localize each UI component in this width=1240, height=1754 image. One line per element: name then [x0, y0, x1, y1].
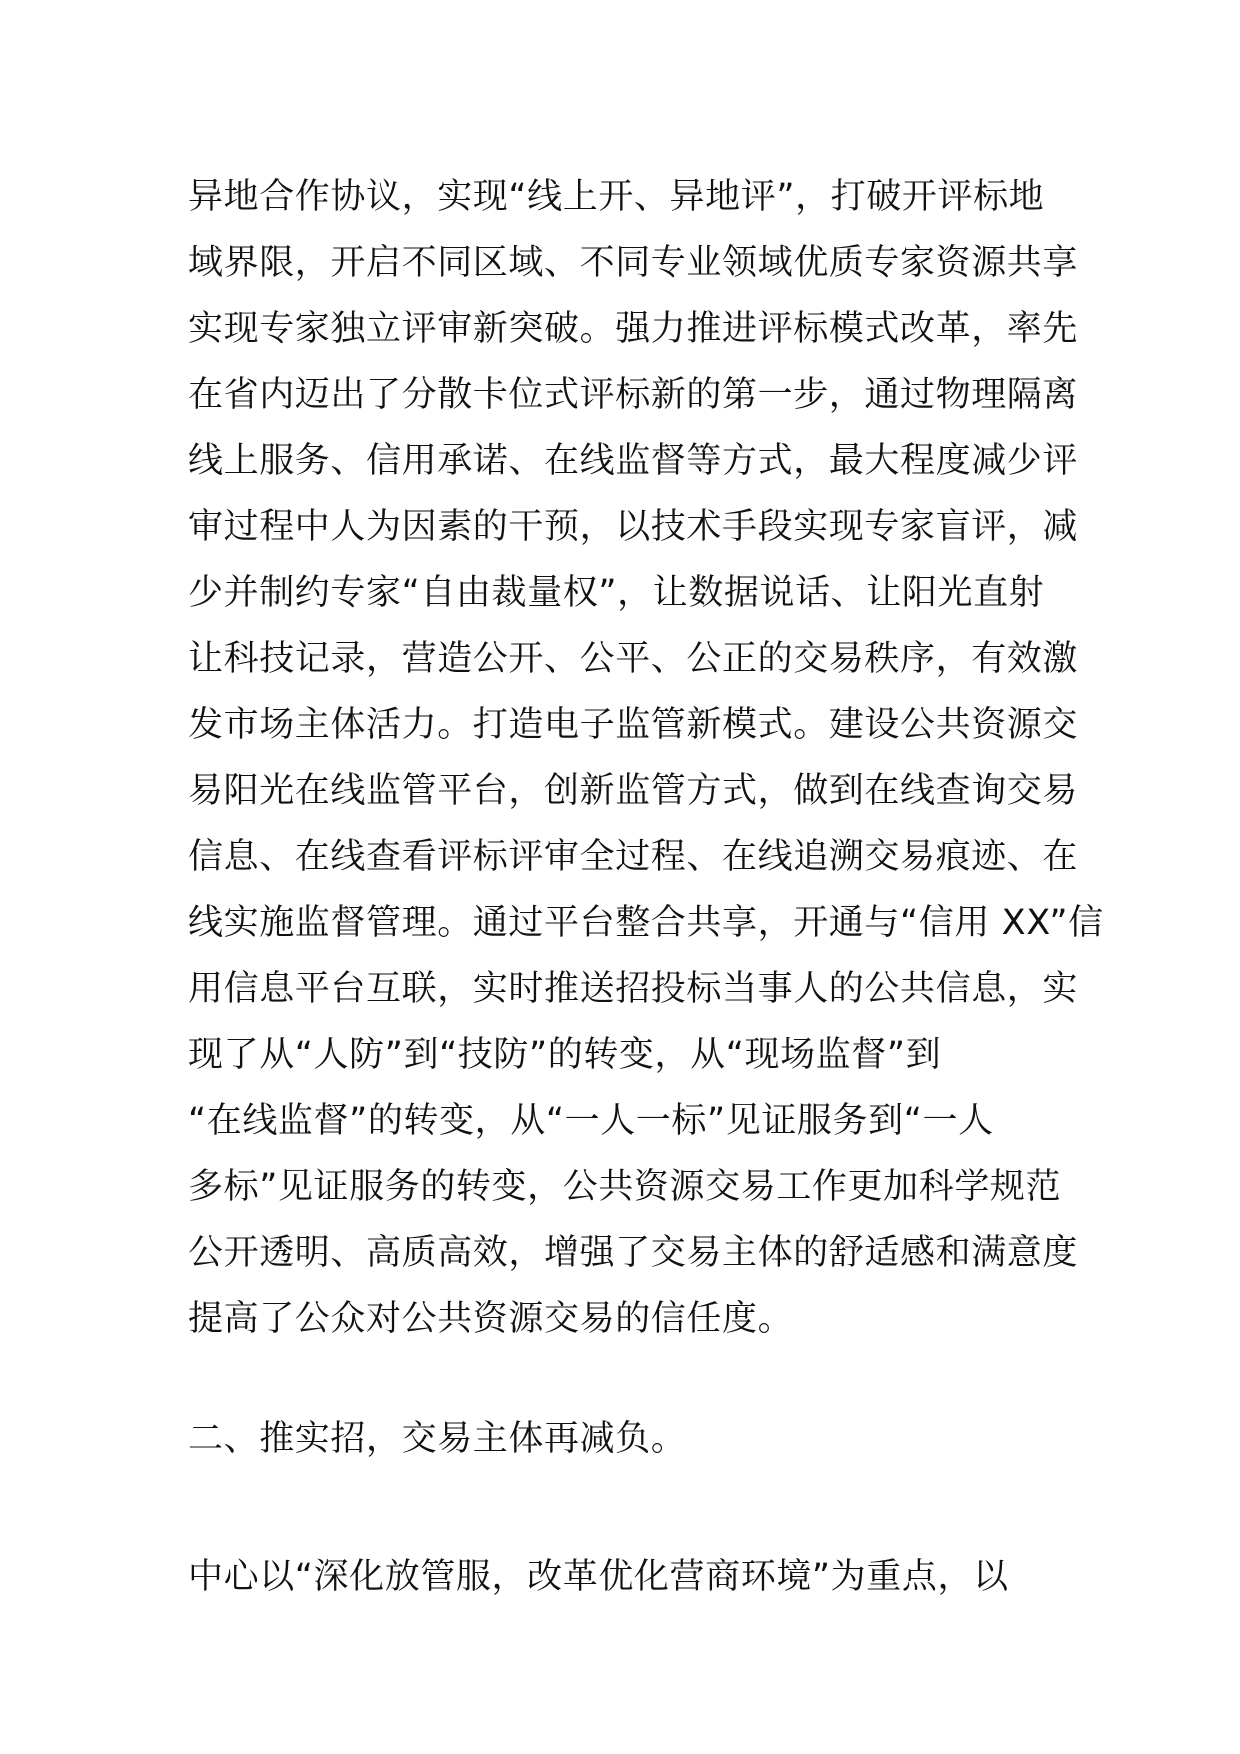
paragraph-line: 线上服务、信用承诺、在线监督等方式，最大程度减少评 — [188, 441, 1079, 481]
paragraph-line: 现了从“人防”到“技防”的转变，从“现场监督”到 — [188, 1035, 942, 1075]
paragraph-line: 少并制约专家“自由裁量权”，让数据说话、让阳光直射 — [188, 573, 1045, 613]
section-heading-text: 二、推实招，交易主体再减负。 — [188, 1419, 687, 1459]
section-heading — [188, 1406, 1068, 1472]
paragraph-line: 公开透明、高质高效，增强了交易主体的舒适感和满意度 — [188, 1233, 1079, 1273]
paragraph-line: 线实施监督管理。通过平台整合共享，开通与“信用 XX”信 — [188, 903, 1104, 943]
body-paragraph — [188, 1544, 1068, 1610]
paragraph-line: 域界限，开启不同区域、不同专业领域优质专家资源共享 — [188, 243, 1079, 283]
paragraph-line: 中心以“深化放管服，改革优化营商环境”为重点，以 — [188, 1557, 1009, 1597]
paragraph-line: 信息、在线查看评标评审全过程、在线追溯交易痕迹、在 — [188, 837, 1079, 877]
paragraph-line: 易阳光在线监管平台，创新监管方式，做到在线查询交易 — [188, 771, 1079, 811]
paragraph-line: “在线监督”的转变，从“一人一标”见证服务到“一人 — [188, 1101, 994, 1141]
paragraph-line: 提高了公众对公共资源交易的信任度。 — [188, 1299, 794, 1339]
paragraph-line: 发市场主体活力。打造电子监管新模式。建设公共资源交 — [188, 705, 1079, 745]
paragraph-line: 让科技记录，营造公开、公平、公正的交易秩序，有效激 — [188, 639, 1079, 679]
body-paragraph — [188, 164, 1104, 1352]
paragraph-line: 多标”见证服务的转变，公共资源交易工作更加科学规范 — [188, 1167, 1062, 1207]
paragraph-line: 异地合作协议，实现“线上开、异地评”，打破开评标地 — [188, 177, 1045, 217]
paragraph-line: 审过程中人为因素的干预，以技术手段实现专家盲评，减 — [188, 507, 1079, 547]
paragraph-line: 在省内迈出了分散卡位式评标新的第一步，通过物理隔离 — [188, 375, 1079, 415]
paragraph-line: 用信息平台互联，实时推送招投标当事人的公共信息，实 — [188, 969, 1079, 1009]
paragraph-line: 实现专家独立评审新突破。强力推进评标模式改革，率先 — [188, 309, 1079, 349]
